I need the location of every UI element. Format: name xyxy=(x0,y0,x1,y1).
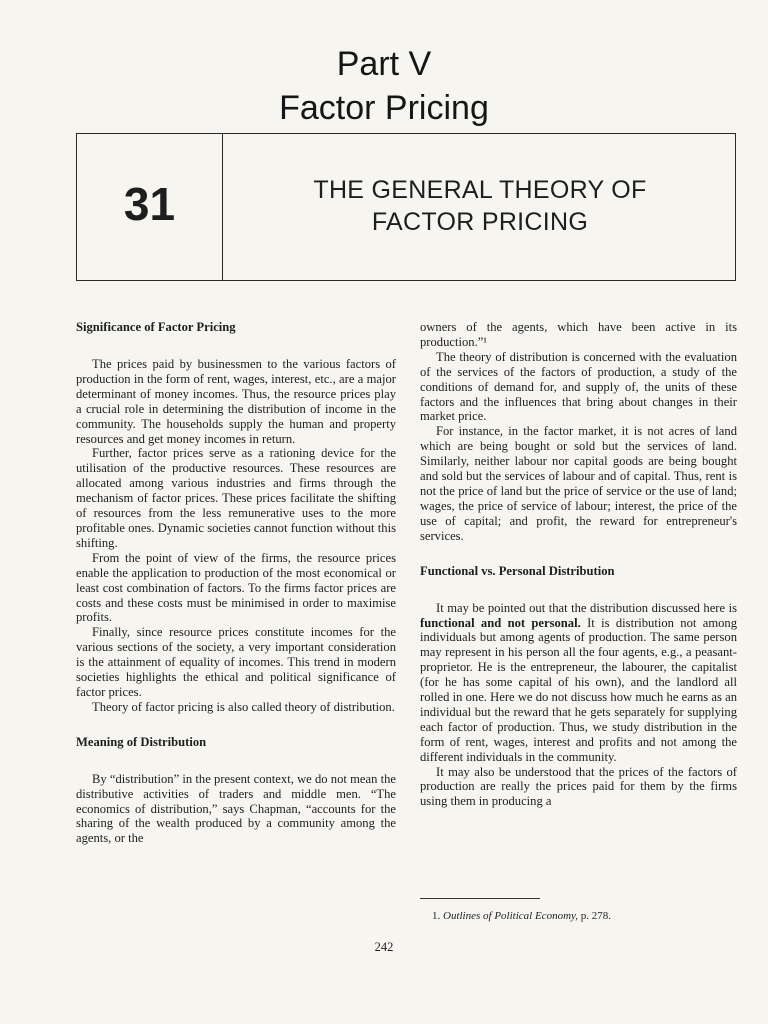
left-column xyxy=(76,320,396,846)
footnote-marker: 1. xyxy=(432,910,441,922)
paragraph: For instance, in the factor market, it is not acres of land which are being bought or sold but the services of land. Similarly, neither labour nor capital goods are being bought and sold but the services of labour and of capital. Thus, rent is not the price of land but the price of service or the use of land; wages, the price of service of labour; interest, the price of the use of capital; and profit, the reward for entrepreneur's services. xyxy=(420,424,737,543)
chapter-number: 31 xyxy=(123,178,176,230)
emphasis-functional: functional and not personal. xyxy=(420,615,581,630)
paragraph-functional xyxy=(420,601,737,765)
paragraph: Further, factor prices serve as a rationing device for the utilisation of the productive resources. These resources are allocated among various industries and firms through the mechanism of factor prices. These prices facilitate the shifting of resources from the less remunerative uses to the more profitable ones. Dynamic societies cannot function without this shifting. xyxy=(76,446,396,550)
paragraph-continued: owners of the agents, which have been active in its production.”¹ xyxy=(420,320,737,349)
paragraph: Theory of factor pricing is also called theory of distribution. xyxy=(92,699,395,714)
section-heading-meaning: Meaning of Distribution xyxy=(76,734,207,749)
paragraph: The theory of distribution is concerned with the evaluation of the services of the factors of production, a study of the conditions of demand for, and supply of, the units of these factors and the influences that bring about changes in their market price. xyxy=(420,349,737,424)
paragraph: By “distribution” in the present context, we do not mean the distributive activities of traders and middle men. “The economics of distribution,” says Chapman, “accounts for the sharing of the wealth produced by a community among the agents, or the xyxy=(76,771,396,846)
paragraph: The prices paid by businessmen to the various factors of production in the form of rent, wages, interest, etc., are a major determinant of money incomes. Thus, the resource prices play a crucial role in determining the distribution of income in the community. The households supply the human and property resources and get money incomes in return. xyxy=(76,357,396,446)
paragraph-functional-start: It may be pointed out that the distribution discussed here is xyxy=(436,600,737,615)
footnote-page: p. 278. xyxy=(580,910,612,922)
footnote-rule xyxy=(420,898,540,899)
part-header xyxy=(0,42,768,130)
paragraph: It may also be understood that the prices of the factors of production are really the prices paid for them by the firms using them in producing a xyxy=(420,764,737,809)
paragraph: Finally, since resource prices constitute incomes for the various sections of the society, a very important consideration is the attainment of equality of incomes. This trend in modern societies highlights the ethical and political significance of factor prices. xyxy=(76,625,396,699)
part-label: Part V xyxy=(336,45,432,83)
footnote xyxy=(432,910,611,922)
chapter-box xyxy=(76,133,736,281)
paragraph: From the point of view of the firms, the resource prices enable the application to production of the most economical or least cost combination of factors. To the firms factor prices are costs and these costs must be minimised in order to maximise profits. xyxy=(76,550,396,625)
chapter-title xyxy=(224,174,736,238)
section-heading-significance: Significance of Factor Pricing xyxy=(76,320,236,334)
footnote-title: Outlines of Political Economy, xyxy=(443,910,579,922)
section-heading-functional: Functional vs. Personal Distribution xyxy=(420,563,615,578)
chapter-title-line-2: FACTOR PRICING xyxy=(371,208,589,236)
chapter-title-line-1: THE GENERAL THEORY OF xyxy=(313,176,647,204)
chapter-box-divider xyxy=(222,134,223,280)
page-number: 242 xyxy=(374,940,394,954)
paragraph-functional-rest: It is distribution not among individuals but among agents of production. The same person may represent in his person all the four agents, e.g., a peasant-proprietor. He is the entrepreneur, the labourer, the capitalist (for he has some capital of his own), and the landlord all rolled in one. Here we do not discuss how much he earns as an individual but the reward that he gets separately for supplying each factor of production. Thus, we study distribution in the form of rent, wages, interest and profits and not among the different individuals in the community. xyxy=(420,615,738,764)
right-column xyxy=(420,320,737,809)
part-title: Factor Pricing xyxy=(279,89,489,127)
